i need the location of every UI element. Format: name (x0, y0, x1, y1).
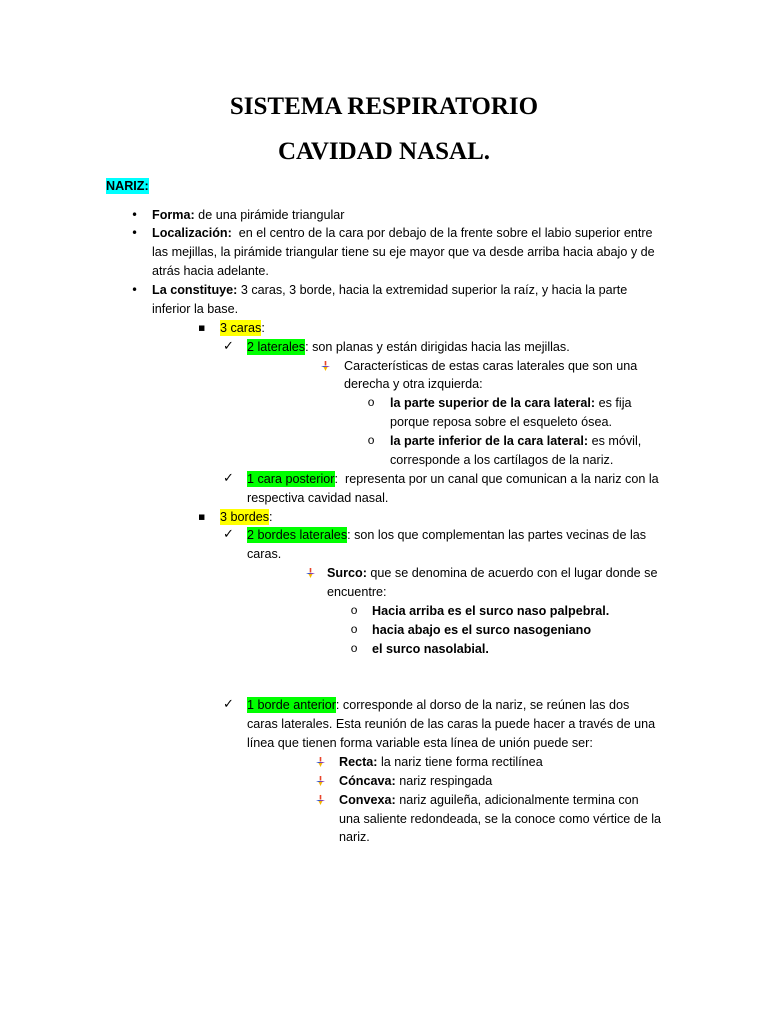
item-text: el surco nasolabial. (372, 641, 489, 656)
document-subtitle: CAVIDAD NASAL. (277, 138, 491, 165)
list-line (0, 508, 768, 527)
arrow-bullet-icon (316, 795, 325, 805)
bullet-icon: • (131, 283, 139, 298)
item-text: : son planas y están dirigidas hacia las mejillas. (305, 339, 570, 354)
item-text-continued: una saliente redondeada, se la conoce como vértice de la (339, 811, 662, 826)
subheading-bordes (220, 508, 273, 527)
item-text: es fija (595, 396, 632, 411)
item-text: : representa por un canal que comunican a la nariz con la (334, 471, 659, 486)
arrow-bullet-icon (306, 568, 315, 578)
list-line (0, 224, 768, 243)
item-text: hacia abajo es el surco nasogeniano (372, 622, 592, 637)
list-line (0, 375, 768, 394)
arrow-bullet-icon (321, 361, 330, 371)
list-line (0, 206, 768, 225)
section-label-nariz: NARIZ: (106, 178, 149, 193)
check-bullet-icon: ✓ (223, 470, 234, 486)
item-text: : corresponde al dorso de la nariz, se reúnen las dos (335, 698, 630, 713)
blank-line (0, 659, 768, 678)
list-line (0, 715, 768, 734)
item-label: La constituye: (152, 283, 238, 298)
blank-line (0, 677, 768, 696)
item-borde-anterior (247, 696, 629, 715)
list-line (0, 791, 768, 810)
list-line (0, 583, 768, 602)
list-line (0, 526, 768, 545)
item-text: de una pirámide triangular (194, 207, 345, 222)
item-label: Recta: (339, 754, 378, 769)
item-surco (327, 564, 657, 583)
section-heading (106, 177, 149, 196)
list-line (0, 281, 768, 300)
circle-bullet-icon: o (350, 622, 358, 637)
item-label: Forma: (152, 207, 195, 222)
item-forma-concava (339, 772, 492, 791)
item-text-continued: corresponde a los cartílagos de la nariz. (390, 452, 614, 467)
list-line (0, 489, 768, 508)
item-text: nariz respingada (395, 773, 493, 788)
list-line (0, 602, 768, 621)
list-line (0, 470, 768, 489)
item-text: Características de estas caras laterales que son una (344, 358, 638, 373)
item-text-continued: caras. (247, 547, 282, 562)
item-text: : son los que complementan las partes vecinas de las (347, 528, 647, 543)
list-line (0, 262, 768, 281)
item-text-continued: línea que tienen forma variable esta línea de unión puede ser: (247, 736, 593, 751)
item-label: Convexa: (339, 792, 396, 807)
item-label: Cóncava: (339, 773, 396, 788)
circle-bullet-icon: o (350, 641, 358, 656)
item-text-continued: respectiva cavidad nasal. (247, 490, 389, 505)
list-line (0, 545, 768, 564)
highlighted-label: 2 bordes laterales (247, 528, 348, 543)
item-text: que se denomina de acuerdo con el lugar donde se (366, 566, 658, 581)
item-surco-entry (372, 640, 489, 659)
item-text: en el centro de la cara por debajo de la frente sobre el labio superior entre (231, 226, 653, 241)
circle-bullet-icon: o (350, 603, 358, 618)
circle-bullet-icon: o (367, 434, 375, 449)
item-laterales (247, 338, 570, 357)
highlighted-label: 1 borde anterior (247, 698, 336, 713)
item-label: la parte superior de la cara lateral: (390, 396, 596, 411)
item-constituye (152, 281, 627, 300)
check-bullet-icon: ✓ (223, 527, 234, 543)
item-text-continued: las mejillas, la pirámide triangular tiene su eje mayor que va desde arriba hacia abajo y de (152, 245, 655, 260)
check-bullet-icon: ✓ (223, 697, 234, 713)
list-line (0, 564, 768, 583)
item-localizacion (152, 224, 653, 243)
item-forma (152, 206, 345, 225)
item-text-continued: derecha y otra izquierda: (344, 377, 483, 392)
square-bullet-icon: ▪ (198, 320, 206, 334)
item-text-continued: caras laterales. Esta reunión de las caras la puede hacer a través de una (247, 717, 656, 732)
item-posterior (247, 470, 659, 489)
item-forma-recta (339, 753, 543, 772)
item-text-continued: porque reposa sobre el esqueleto ósea. (390, 415, 612, 430)
item-text-continued: nariz. (339, 830, 370, 845)
item-label: Localización: (152, 226, 232, 241)
list-line (0, 243, 768, 262)
item-bordes-laterales (247, 526, 646, 545)
highlighted-label: 1 cara posterior (247, 471, 335, 486)
item-label: la parte inferior de la cara lateral: (390, 434, 589, 449)
list-line (0, 621, 768, 640)
list-line (0, 640, 768, 659)
item-text: Hacia arriba es el surco naso palpebral. (372, 603, 610, 618)
list-line (0, 696, 768, 715)
item-surco-entry (372, 602, 609, 621)
check-bullet-icon: ✓ (223, 338, 234, 354)
item-text: la nariz tiene forma rectilínea (377, 754, 543, 769)
list-line (0, 753, 768, 772)
list-line (0, 772, 768, 791)
document-title: SISTEMA RESPIRATORIO (229, 93, 539, 120)
highlighted-label: 2 laterales (247, 339, 306, 354)
arrow-bullet-icon (316, 757, 325, 767)
bullet-icon: • (131, 207, 139, 222)
list-line (0, 828, 768, 847)
item-text: es móvil, (588, 434, 642, 449)
item-surco-entry (372, 621, 591, 640)
heading-colon: : (261, 320, 265, 335)
item-forma-convexa (339, 791, 639, 810)
list-line (0, 357, 768, 376)
list-line (0, 734, 768, 753)
item-text-continued: inferior la base. (152, 301, 239, 316)
highlighted-heading: 3 caras (220, 320, 262, 335)
list-line (0, 432, 768, 451)
square-bullet-icon: ▪ (198, 509, 206, 523)
highlighted-heading: 3 bordes (220, 509, 270, 524)
list-line (0, 413, 768, 432)
arrow-bullet-icon (316, 776, 325, 786)
item-parte-inferior (390, 432, 641, 451)
content-list (0, 206, 768, 848)
subheading-caras (220, 319, 265, 338)
item-text-continued: atrás hacia adelante. (152, 264, 269, 279)
list-line (0, 451, 768, 470)
item-label: Surco: (327, 566, 367, 581)
list-line (0, 300, 768, 319)
item-parte-superior (390, 394, 632, 413)
list-line (0, 319, 768, 338)
item-text: nariz aguileña, adicionalmente termina con (395, 792, 639, 807)
list-line (0, 338, 768, 357)
list-line (0, 810, 768, 829)
bullet-icon: • (131, 226, 139, 241)
list-line (0, 394, 768, 413)
item-text: 3 caras, 3 borde, hacia la extremidad superior la raíz, y hacia la parte (237, 283, 628, 298)
item-text-continued: encuentre: (327, 585, 387, 600)
circle-bullet-icon: o (367, 396, 375, 411)
heading-colon: : (269, 509, 273, 524)
